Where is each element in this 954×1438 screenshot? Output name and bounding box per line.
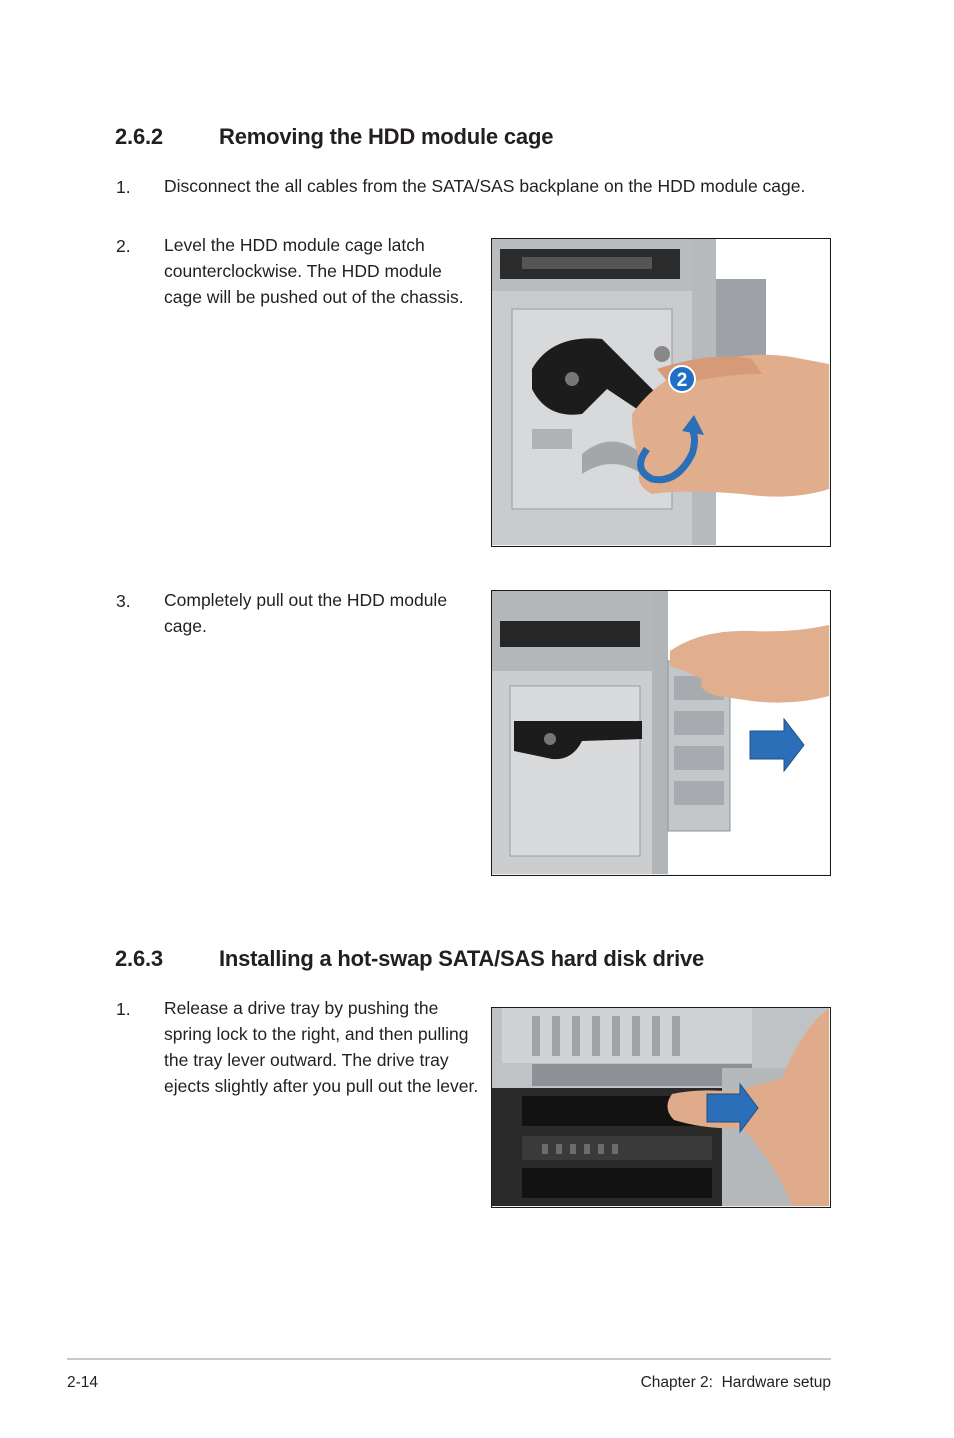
figure-pull-out-cage [491,590,831,876]
step-number: 1. [116,999,131,1019]
section-title: Installing a hot-swap SATA/SAS hard disk drive [219,946,705,971]
page-number: 2-14 [67,1374,99,1391]
section-number: 2.6.3 [115,946,163,971]
step-number: 3. [116,591,131,611]
step-number: 2. [116,236,131,256]
section-title: Removing the HDD module cage [219,124,554,149]
footer-divider [67,1358,831,1360]
step-text: Completely pull out the HDD module cage. [164,590,448,636]
section-heading-2-6-3 [115,946,895,974]
step-text: Disconnect the all cables from the SATA/SAS backplane on the HDD module cage. [164,176,806,196]
step-callout-badge: 2 [676,370,688,391]
step-text: Release a drive tray by pushing the spring lock to the right, and then pulling the tray lever outward. The drive tray ejects slightly after you pull out the lever. [164,998,479,1096]
step-text: Level the HDD module cage latch counterclockwise. The HDD module cage will be pushed out of the chassis. [164,235,464,307]
figure-lever-rotation [491,238,831,547]
figure-drive-tray-release [491,1007,831,1208]
section-number: 2.6.2 [115,124,163,149]
section-heading-2-6-2 [115,124,815,152]
step-number: 1. [116,177,131,197]
chapter-label: Chapter 2: Hardware setup [640,1374,831,1391]
